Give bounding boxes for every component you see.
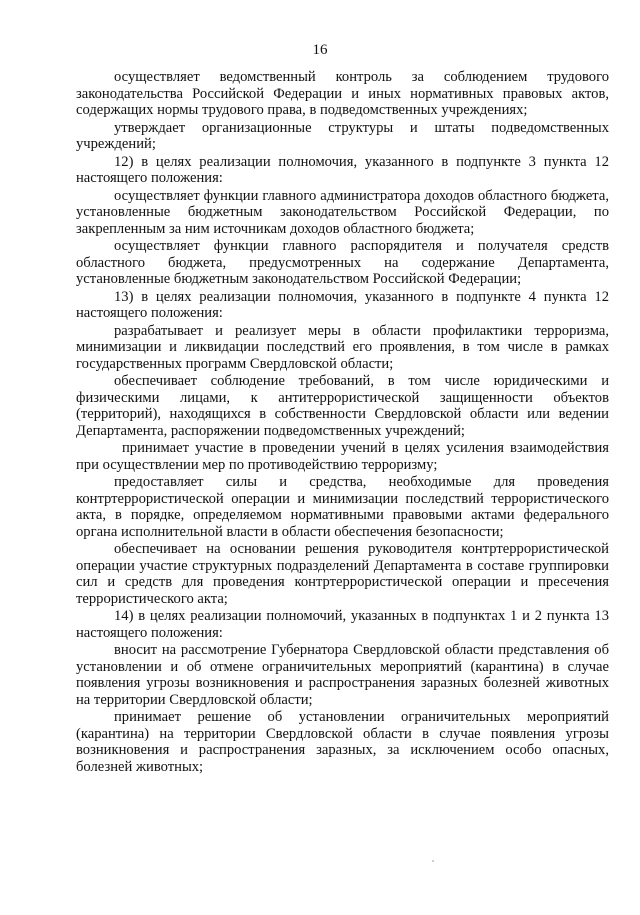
scan-speck [432,860,434,862]
paragraph: 12) в целях реализации полномочия, указанного в подпункте 3 пункта 12 настоящего положения: [76,153,609,186]
paragraph: принимает решение об установлении ограничительных мероприятий (карантина) на территории Свердловской области в случае появления угрозы возникновения и распространения заразных, за исключением особо опасных, болезней животных; [76,709,609,775]
paragraph: 13) в целях реализации полномочия, указанного в подпункте 4 пункта 12 настоящего положения: [76,288,609,321]
paragraph: осуществляет функции главного администратора доходов областного бюджета, установленные бюджетным законодательством Российской Федерации, по закрепленным за ним источникам доходов областного бюджета; [76,187,609,237]
paragraph: принимает участие в проведении учений в целях усиления взаимодействия при осуществлении мер по противодействию терроризму; [76,440,609,473]
paragraph: осуществляет функции главного распорядителя и получателя средств областного бюджета, предусмотренных на содержание Департамента, установленные бюджетным законодательством Российской Федерации; [76,238,609,287]
paragraph: осуществляет ведомственный контроль за соблюдением трудового законодательства Российской Федерации и иных нормативных правовых актов, содержащих нормы трудового права, в подведомственных учреждениях; [76,69,609,118]
paragraph: утверждает организационные структуры и штаты подведомственных учреждений; [76,119,609,152]
paragraph: обеспечивает соблюдение требований, в том числе юридическими и физическими лицами, к антитеррористической защищенности объектов (территорий), находящихся в собственности Свердловской области или ведении Департамента, распоряжении подведомственных учреждений; [76,373,609,439]
paragraph: обеспечивает на основании решения руководителя контртеррористической операции участие структурных подразделений Департамента в составе группировки сил и средств для проведения контртеррористической операции и пресечения террористического акта; [76,541,609,607]
paragraph: предоставляет силы и средства, необходимые для проведения контртеррористической операции и минимизации последствий террористического акта, в порядке, определяемом нормативными правовыми актами федерального органа исполнительной власти в области обеспечения безопасности; [76,474,609,540]
paragraph: разрабатывает и реализует меры в области профилактики терроризма, минимизации и ликвидации последствий его проявления, в том числе в рамках государственных программ Свердловской области; [76,322,609,372]
document-body [76,69,609,776]
paragraph: 14) в целях реализации полномочий, указанных в подпунктах 1 и 2 пункта 13 настоящего положения: [76,608,609,641]
paragraph: вносит на рассмотрение Губернатора Свердловской области представления об установлении и об отмене ограничительных мероприятий (карантина) в случае появления угрозы возникновения и распространения заразных болезней животных на территории Свердловской области; [76,642,609,708]
page-number: 16 [312,42,328,58]
